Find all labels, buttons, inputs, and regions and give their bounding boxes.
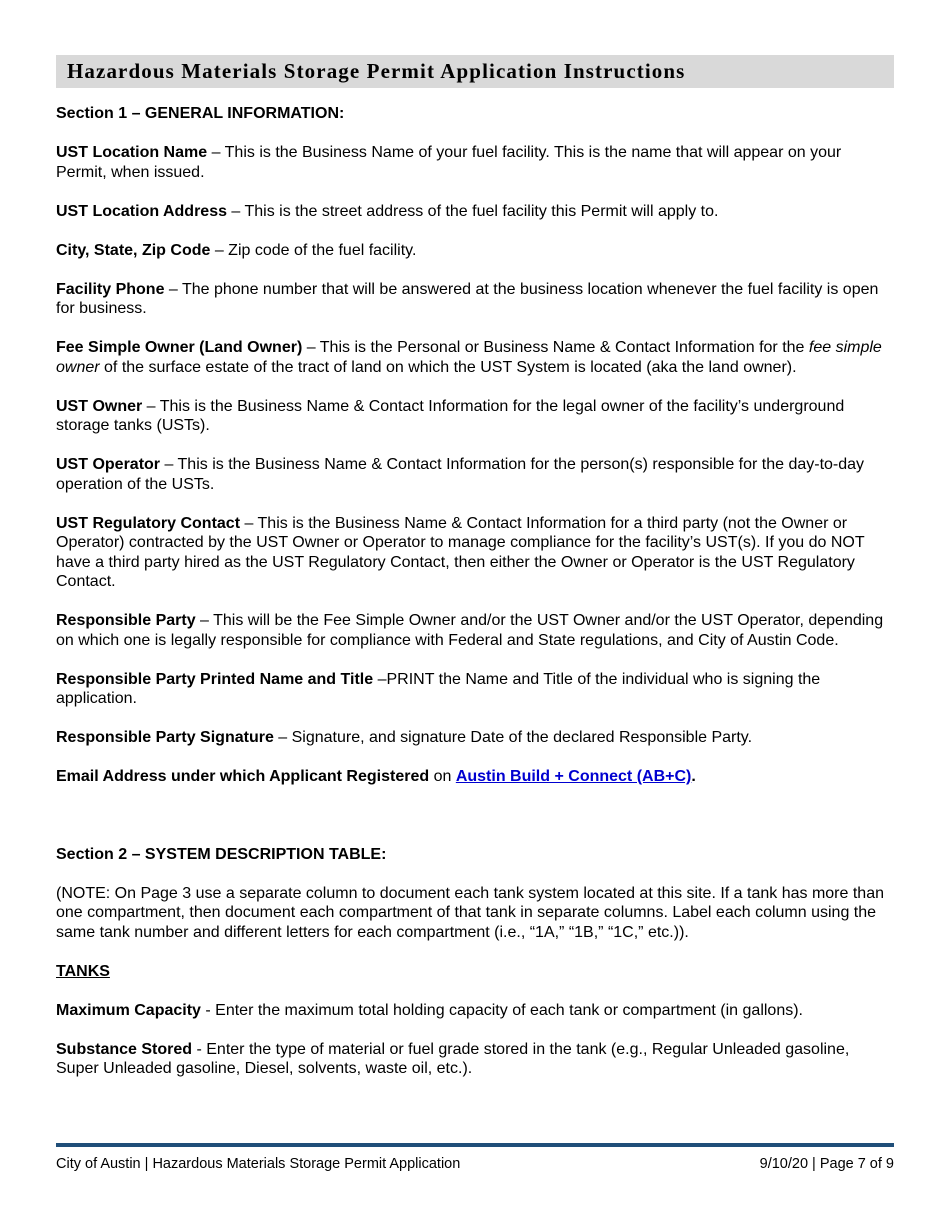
instructions-body: [56, 104, 896, 1098]
entry-ust-location-name: UST Location Name – This is the Business Name of your fuel facility. This is the name that will appear on your Permit, when issued.: [56, 144, 842, 181]
entry-fee-simple-owner: Fee Simple Owner (Land Owner) – This is the Personal or Business Name & Contact Information for the fee simple owner of the surface estate of the tract of land on which the UST System is located (aka the land owner).: [56, 339, 882, 376]
entry-city-state-zip: City, State, Zip Code – Zip code of the fuel facility.: [56, 241, 417, 259]
entry-maximum-capacity: Maximum Capacity - Enter the maximum total holding capacity of each tank or compartment (in gallons).: [56, 1001, 803, 1019]
section-2-heading: Section 2 – SYSTEM DESCRIPTION TABLE:: [56, 845, 387, 863]
entry-ust-operator: UST Operator – This is the Business Name & Contact Information for the person(s) responsible for the day-to-day operation of the USTs.: [56, 456, 865, 493]
entry-email-address: Email Address under which Applicant Registered on Austin Build + Connect (AB+C).: [56, 768, 696, 785]
entry-ust-location-address: UST Location Address – This is the street address of the fuel facility this Permit will apply to.: [56, 202, 719, 220]
entry-ust-regulatory-contact: UST Regulatory Contact – This is the Business Name & Contact Information for a third party (not the Owner or Operator) contracted by the UST Owner or Operator to manage compliance for the facility’s UST(s). If you do NOT have a third party hired as the UST Regulatory Contact, then either the Owner or Operator is the UST Regulatory Contact.: [56, 514, 865, 590]
page-footer: [56, 1155, 894, 1173]
entry-responsible-party-name-title: Responsible Party Printed Name and Title –PRINT the Name and Title of the individual who is signing the application.: [56, 670, 821, 707]
footer-document-name: City of Austin | Hazardous Materials Storage Permit Application: [56, 1156, 461, 1172]
entry-facility-phone: Facility Phone – The phone number that will be answered at the business location whenever the fuel facility is open for business.: [56, 280, 879, 317]
page-title: Hazardous Materials Storage Permit Application Instructions: [67, 59, 686, 83]
section-1-heading: Section 1 – GENERAL INFORMATION:: [56, 105, 345, 122]
section-2-note: (NOTE: On Page 3 use a separate column to document each tank system located at this site. If a tank has more than one compartment, then document each compartment of that tank in separate columns. Label each column using the same tank number and different letters for each compartment (i.e., “1A,” “1B,” “1C,” etc.)).: [56, 884, 884, 941]
entry-substance-stored: Substance Stored - Enter the type of material or fuel grade stored in the tank (e.g., Regular Unleaded gasoline, Super Unleaded gasoline, Diesel, solvents, waste oil, etc.).: [56, 1040, 850, 1077]
entry-responsible-party: Responsible Party – This will be the Fee Simple Owner and/or the UST Owner and/or the UST Operator, depending on which one is legally responsible for compliance with Federal and State regulations, and City of Austin Code.: [56, 612, 884, 649]
entry-responsible-party-signature: Responsible Party Signature – Signature, and signature Date of the declared Responsible Party.: [56, 729, 753, 746]
footer-divider: [56, 1143, 894, 1147]
page-title-bar: [56, 55, 894, 88]
entry-ust-owner: UST Owner – This is the Business Name & Contact Information for the legal owner of the facility’s underground storage tanks (USTs).: [56, 397, 845, 434]
abc-link[interactable]: Austin Build + Connect (AB+C): [455, 768, 692, 785]
tanks-heading: TANKS: [56, 962, 110, 980]
footer-date-page: 9/10/20 | Page 7 of 9: [759, 1156, 894, 1172]
